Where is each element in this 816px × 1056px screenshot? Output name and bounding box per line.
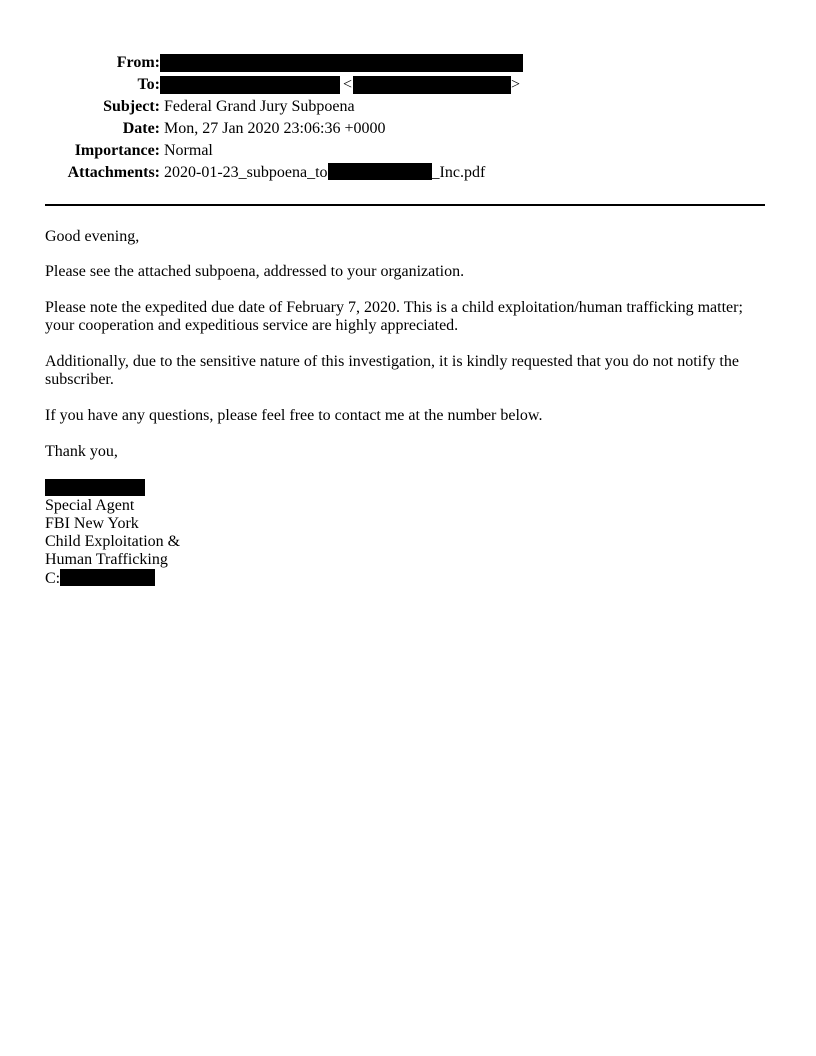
signature-phone [45,569,155,588]
signature-unit-line2: Human Trafficking [45,551,168,568]
header-divider [45,204,765,206]
from-redaction [160,54,523,72]
attachment-redaction [328,163,432,180]
attachment-file[interactable] [164,163,485,183]
body-paragraph-3: Additionally, due to the sensitive nature of this investigation, it is kindly requested that you do not notify the subscriber. [45,353,739,388]
to-row [0,75,816,95]
subject-label: Subject: [103,98,160,115]
signature-phone-redaction [60,569,155,586]
closing: Thank you, [45,443,118,460]
attachment-prefix: 2020-01-23_subpoena_to [164,164,328,181]
signature-office: FBI New York [45,515,139,532]
signature-name-redaction [45,479,145,496]
signature-phone-label: C: [45,570,61,587]
signature-title: Special Agent [45,497,135,514]
from-label: From: [116,54,160,71]
attachment-suffix: _Inc.pdf [431,164,486,181]
date-label: Date: [122,120,160,137]
subject-row [0,97,816,117]
attachments-row [0,163,816,183]
to-close-bracket: > [511,76,521,93]
body-paragraph-1: Please see the attached subpoena, addressed to your organization. [45,263,465,280]
subject-value: Federal Grand Jury Subpoena [164,98,355,115]
attachments-label: Attachments: [67,164,160,181]
body-paragraph-2: Please note the expedited due date of February 7, 2020. This is a child exploitation/human trafficking matter; your cooperation and expeditious service are highly appreciated. [45,299,743,334]
to-label: To: [137,76,160,93]
date-row [0,119,816,139]
to-email-redaction [353,76,511,94]
from-row [0,53,816,73]
date-value: Mon, 27 Jan 2020 23:06:36 +0000 [164,120,386,137]
to-open-bracket: < [343,76,353,93]
importance-label: Importance: [74,142,160,159]
to-name-redaction [160,76,340,94]
importance-row [0,141,816,161]
signature-unit-line1: Child Exploitation & [45,533,181,550]
importance-value: Normal [164,142,213,159]
greeting: Good evening, [45,228,140,245]
body-paragraph-4: If you have any questions, please feel free to contact me at the number below. [45,407,543,424]
